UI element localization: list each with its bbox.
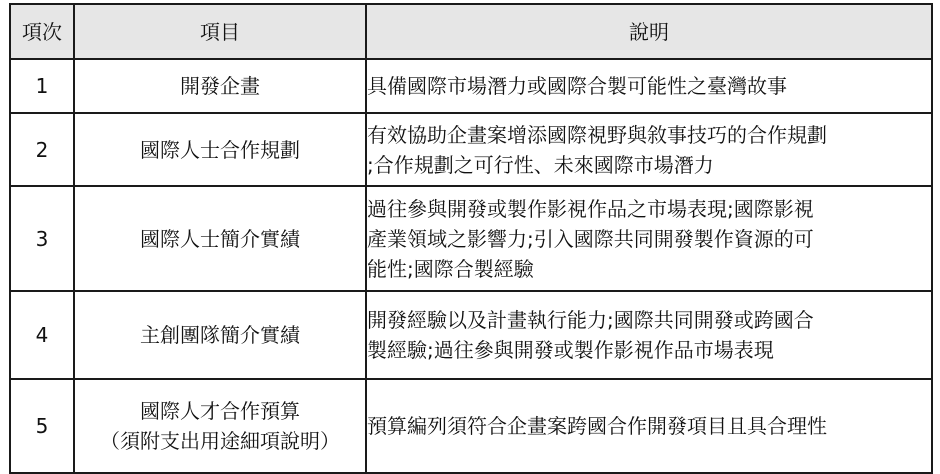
item-note: （須附支出用途細項說明） bbox=[100, 429, 340, 453]
row-description bbox=[366, 186, 932, 291]
table-body bbox=[10, 59, 932, 473]
description-line: 過往參與開發或製作影視作品之市場表現;國際影視 bbox=[367, 196, 814, 221]
table-row bbox=[10, 379, 932, 473]
table-header bbox=[10, 4, 932, 59]
description-line: 開發經驗以及計畫執行能力;國際共同開發或跨國合 bbox=[367, 308, 814, 332]
row-description bbox=[366, 113, 932, 186]
row-number: 2 bbox=[10, 113, 74, 186]
row-number: 3 bbox=[10, 186, 74, 291]
header-description: 說明 bbox=[366, 4, 932, 59]
item-title: 國際人才合作預算 bbox=[140, 399, 300, 423]
description-line: 能性;國際合製經驗 bbox=[367, 256, 534, 281]
description-line: ;合作規劃之可行性、未來國際市場潛力 bbox=[367, 152, 714, 177]
table-row bbox=[10, 186, 932, 291]
table-row bbox=[10, 113, 932, 186]
row-description bbox=[366, 291, 932, 379]
row-item: 開發企畫 bbox=[74, 59, 366, 113]
description-line: 產業領域之影響力;引入國際共同開發製作資源的可 bbox=[367, 226, 814, 251]
row-description bbox=[366, 59, 932, 113]
criteria-table bbox=[9, 3, 933, 474]
row-number: 4 bbox=[10, 291, 74, 379]
table-row bbox=[10, 291, 932, 379]
description-line: 有效協助企畫案增添國際視野與敘事技巧的合作規劃 bbox=[367, 122, 827, 147]
description-line: 預算編列須符合企畫案跨國合作開發項目且具合理性 bbox=[367, 414, 827, 438]
row-number: 5 bbox=[10, 379, 74, 473]
row-item: 國際人士簡介實績 bbox=[74, 186, 366, 291]
table-row bbox=[10, 59, 932, 113]
row-description bbox=[366, 379, 932, 473]
header-number: 項次 bbox=[10, 4, 74, 59]
header-row bbox=[10, 4, 932, 59]
header-item: 項目 bbox=[74, 4, 366, 59]
row-item: 主創團隊簡介實績 bbox=[74, 291, 366, 379]
row-item bbox=[74, 379, 366, 473]
row-number: 1 bbox=[10, 59, 74, 113]
row-item: 國際人士合作規劃 bbox=[74, 113, 366, 186]
description-line: 具備國際市場潛力或國際合製可能性之臺灣故事 bbox=[367, 74, 787, 98]
description-line: 製經驗;過往參與開發或製作影視作品市場表現 bbox=[367, 338, 774, 362]
